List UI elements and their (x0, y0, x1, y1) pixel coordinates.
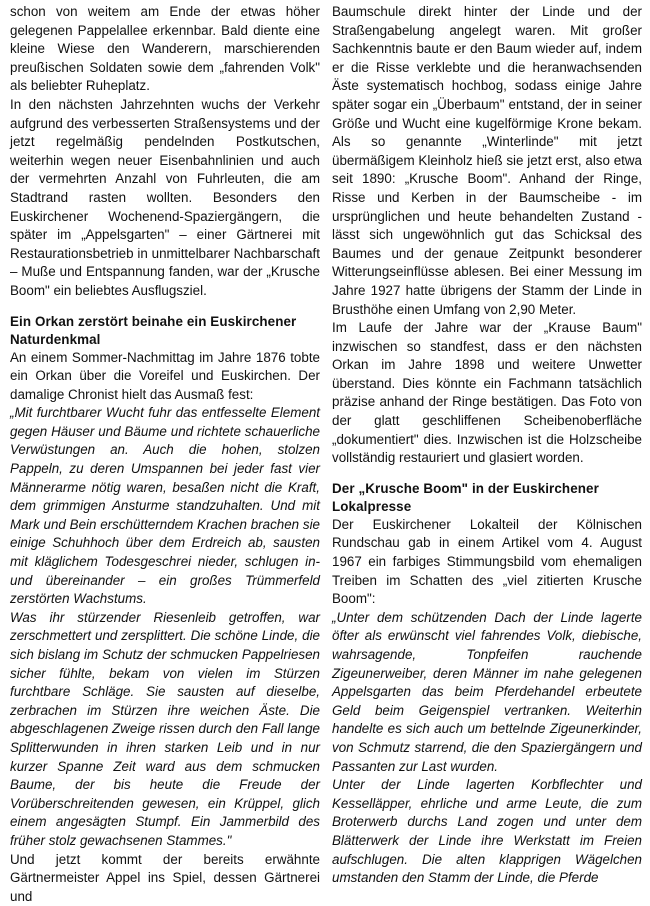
paragraph: Der Euskirchener Lokalteil der Kölnischen Rundschau gab in einem Artikel vom 4. August 1967 ein farbiges Stimmungsbild vom ehemaligen Treiben im Schatten des „viel zitierten Krusche Boom": (332, 516, 642, 607)
quote-paragraph: „Mit furchtbarer Wucht fuhr das entfesselte Element gegen Häuser und Bäume und richtete schauerliche Verwüstungen an. Auch die hohen, stolzen Pappeln, zu deren Umspannen bei jeder fast vier Männerarme nötig waren, besaßen nicht die Kraft, dem grimmigen Ansturme standzuhalten. Und mit Mark und Bein erschütterndem Krachen brachen sie einige Schuhhoch über dem Erdreich ab, sausten mit kläglichem Todesgeschrei nieder, schlugen in- und übereinander – ein großes Trümmerfeld zerstörten Wachstums. (10, 405, 320, 607)
paragraph: Baumschule direkt hinter der Linde und der Straßengabelung angelegt waren. Mit großer Sachkenntnis baute er den Baum wieder auf, indem er die Risse verklebte und die heranwachsenden Äste systematisch hochbog, sodass einige Jahre später sogar ein „Überbaum" entstand, der in seiner Größe und Wucht eine kugelförmige Krone bekam. Als so genannte „Winterlinde" mit jetzt übermäßigem Kleinholz hieß sie jetzt erst, also etwa seit 1890: „Krusche Boom". Anhand der Ringe, Risse und Kerben in der Baumscheibe - im ursprünglichen und heute behandelten Zustand - lässt sich ungewöhnlich gut das Schicksal des Baumes und der genaue Zeitpunkt besonderer Witterungseinflüsse ablesen. Bei einer Messung im Jahre 1927 hatte übrigens der Stamm der Linde in Brusthöhe einen Umfang von 2,90 Meter. (332, 4, 642, 317)
quote-paragraph: „Unter dem schützenden Dach der Linde lagerte öfter als erwünscht viel fahrendes Volk, diebische, wahrsagende, Tonpfeifen rauchende Zigeunerweiber, deren Männer im nahe gelegenen Appelsgarten das beim Pferdehandel erbeutete Geld beim Geigenspiel vertranken. Weiterhin handelte es sich auch um bettelnde Zigeunerkinder, von Schmutz starrend, die den Spaziergängern und Passanten zur Last wurden. (332, 609, 642, 774)
section-heading: Ein Orkan zerstört beinahe ein Euskirchener Naturdenkmal (10, 313, 297, 347)
paragraph: schon von weitem am Ende der etwas höher gelegenen Pappelallee erkennbar. Bald diente eine kleine Wiese den Wanderern, marschierenden preußischen Soldaten sowie dem „fahrenden Volk" als beliebter Ruheplatz. (10, 4, 320, 94)
section-heading: Der „Krusche Boom" in der Euskirchener Lokalpresse (332, 480, 599, 514)
quote-paragraph: Unter der Linde lagerten Korbflechter und Kesselläpper, ehrliche und arme Leute, die zum Broterwerb durchs Land zogen und unter dem Blätterwerk der Linde ihre Werkstatt im Freien aufschlugen. Die alten klapprigen Wägelchen umstanden den Stamm der Linde, die Pferde (332, 777, 642, 886)
paragraph: Im Laufe der Jahre war der „Krause Baum" inzwischen so standfest, dass er den nächsten Orkan im Jahre 1898 und weitere Unwetter überstand. Dies könnte ein Fachmann tatsächlich präzise anhand der Ringe bestätigen. Das Foto von der glatt geschliffenen Scheibenoberfläche „dokumentiert" dies. Inzwischen ist die Holzscheibe vollständig restauriert und glasiert worden. (332, 320, 642, 466)
quote-paragraph: Was ihr stürzender Riesenleib getroffen, war zerschmettert und zersplittert. Die schöne Linde, die sich bislang im Schutz der schmucken Pappelriesen sicher fühlte, bekam von vielen im Stürzen furchtbare Schläge. Sie sausten auf dieselbe, zerbrachen im Stürzen ihre weichen Äste. Die abgeschlagenen Zweige rissen durch den Fall lange Splitterwunden in ihren starken Leib und in nur kurzer Spanne Zeit ward aus dem schmucken Baume, der bis heute die Freude der Vorüberschreitenden gewesen, ein Krüppel, glich einem angesägten Stumpf. Ein Jammerbild des früher stolz gewachsenen Stammes." (10, 609, 320, 848)
paragraph: Und jetzt kommt der bereits erwähnte Gärtnermeister Appel ins Spiel, dessen Gärtnerei und (10, 851, 320, 904)
paragraph: In den nächsten Jahrzehnten wuchs der Verkehr aufgrund des verbesserten Straßensystems und der jetzt regelmäßig pendelnden Postkutschen, weiterhin wegen neuer Eisenbahnlinien und auch der vermehrten Anzahl von Fuhrleuten, die am Stadtrand rasten wollten. Besonders den Euskirchener Wochenend-Spaziergängern, die später im „Appelsgarten" – einer Gärtnerei mit Restaurationsbetrieb in unmittelbarer Nachbarschaft – Muße und Entspannung fanden, war der „Krusche Boom" ein beliebtes Ausflugsziel. (10, 96, 320, 298)
right-column (332, 3, 642, 886)
left-column (10, 3, 320, 904)
paragraph: An einem Sommer-Nachmittag im Jahre 1876 tobte ein Orkan über die Voreifel und Euskirchen. Der damalige Chronist hielt das Ausmaß fest: (10, 349, 320, 402)
